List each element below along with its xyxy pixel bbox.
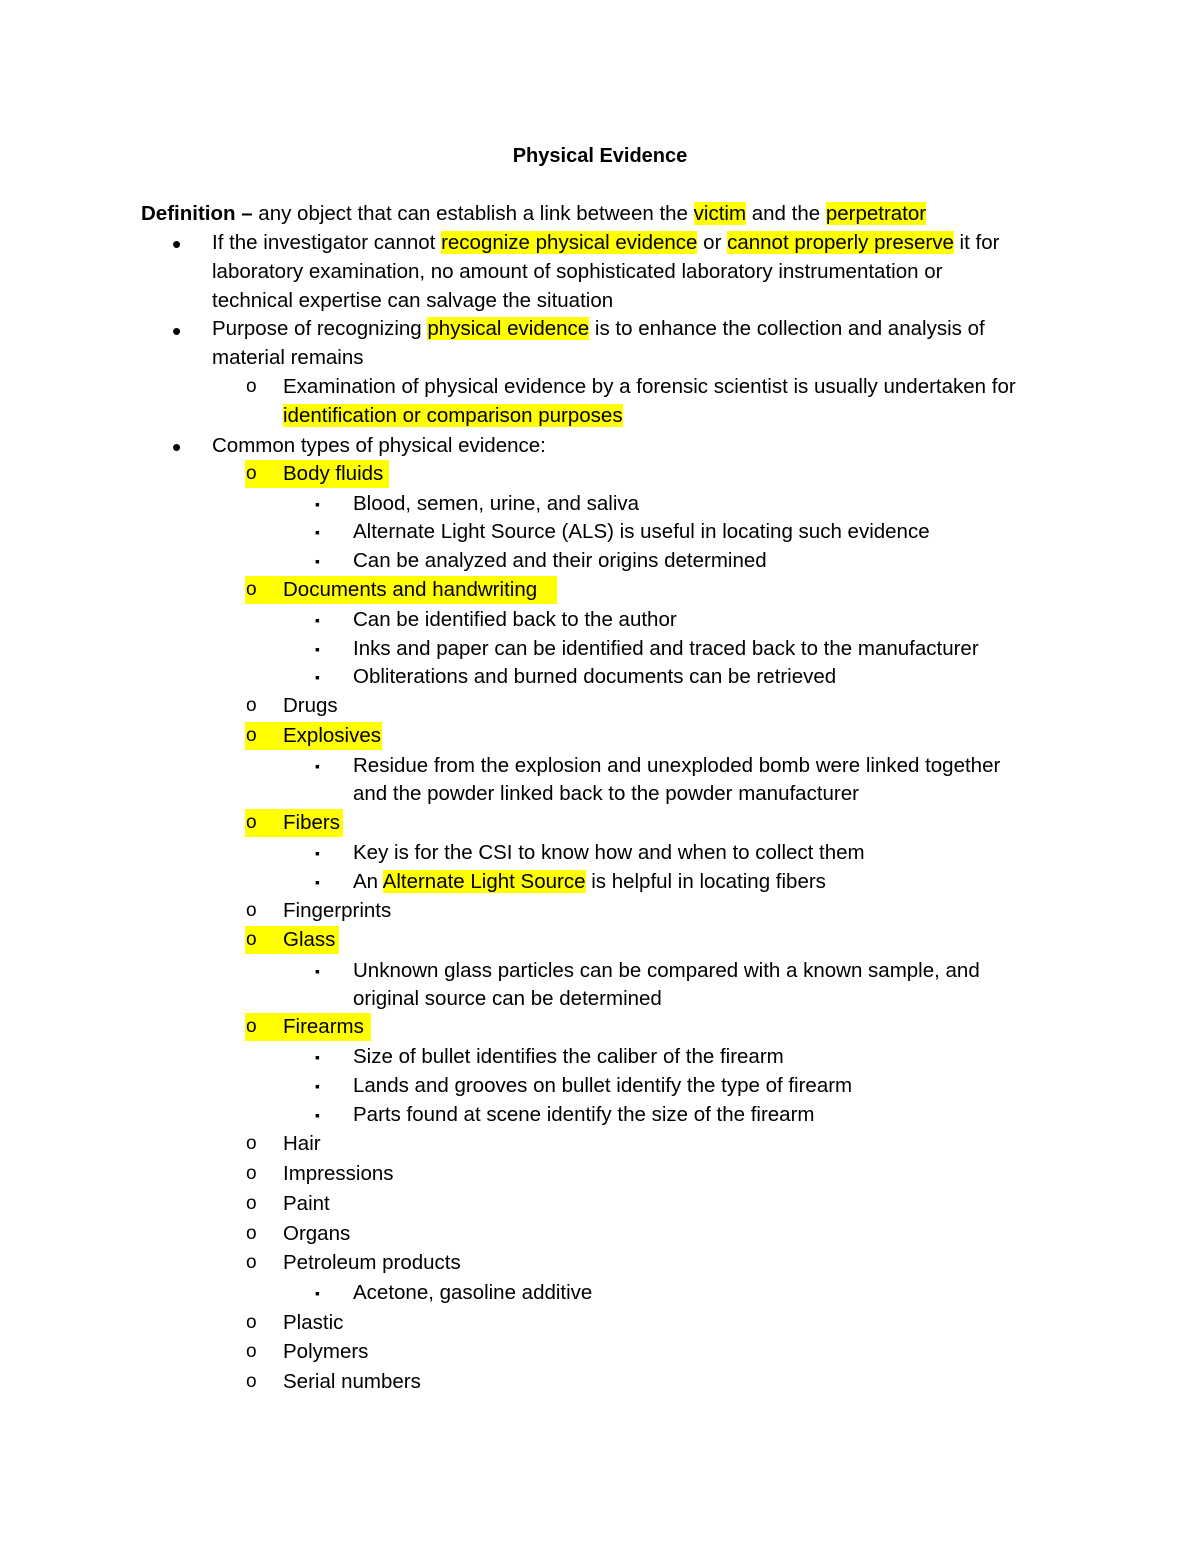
list-item: Firearms: [283, 1015, 364, 1038]
list-item: [353, 868, 826, 896]
bullet-circle-icon: o: [246, 1163, 257, 1184]
list-item: Body fluids: [283, 462, 384, 485]
list-item: Residue from the explosion and unexploded bomb were linked together: [353, 754, 1001, 777]
list-item-continuation: laboratory examination, no amount of sophisticated laboratory instrumentation or: [212, 260, 943, 283]
text: it for: [953, 231, 1000, 254]
list-item: Serial numbers: [283, 1370, 421, 1393]
bullet-circle-icon: o: [246, 1016, 257, 1037]
text: An: [353, 870, 383, 893]
list-item-continuation: technical expertise can salvage the situation: [212, 289, 614, 312]
bullet-circle-icon: o: [246, 1223, 257, 1244]
list-item: Key is for the CSI to know how and when to collect them: [353, 841, 865, 864]
bullet-disc-icon: •: [172, 432, 182, 462]
bullet-square-icon: ▪: [315, 524, 320, 540]
bullet-circle-icon: o: [246, 900, 257, 921]
list-item: Fibers: [283, 811, 340, 834]
text: If the investigator cannot: [212, 231, 442, 254]
highlight-text: Alternate Light Source: [382, 870, 586, 893]
list-item: Lands and grooves on bullet identify the type of firearm: [353, 1074, 853, 1097]
list-item: Blood, semen, urine, and saliva: [353, 492, 640, 515]
list-item-continuation: material remains: [212, 346, 364, 369]
list-item: Plastic: [283, 1311, 344, 1334]
text: or: [697, 231, 728, 254]
definition-line: [141, 200, 926, 228]
list-item: [212, 229, 999, 257]
bullet-square-icon: ▪: [315, 1107, 320, 1123]
bullet-disc-icon: •: [172, 229, 182, 259]
bullet-circle-icon: o: [246, 1252, 257, 1273]
bullet-square-icon: ▪: [315, 669, 320, 685]
list-item: Can be identified back to the author: [353, 608, 677, 631]
text: Purpose of recognizing: [212, 317, 428, 340]
list-item-continuation: [283, 402, 623, 430]
bullet-circle-icon: o: [246, 1341, 257, 1362]
list-item: Impressions: [283, 1162, 394, 1185]
bullet-square-icon: ▪: [315, 641, 320, 657]
highlight-text: physical evidence: [427, 317, 590, 340]
bullet-circle-icon: o: [246, 1133, 257, 1154]
bullet-square-icon: ▪: [315, 758, 320, 774]
list-item: Petroleum products: [283, 1251, 461, 1274]
list-item: Explosives: [283, 724, 381, 747]
list-item: Fingerprints: [283, 899, 392, 922]
definition-text: and the: [746, 202, 826, 225]
list-item: Unknown glass particles can be compared with a known sample, and: [353, 959, 980, 982]
highlight-perpetrator: perpetrator: [825, 202, 927, 225]
definition-text: any object that can establish a link between the: [252, 202, 694, 225]
text: is helpful in locating fibers: [585, 870, 826, 893]
bullet-square-icon: ▪: [315, 1049, 320, 1065]
list-item: Polymers: [283, 1340, 369, 1363]
bullet-square-icon: ▪: [315, 845, 320, 861]
list-item-continuation: original source can be determined: [353, 987, 662, 1010]
list-item-continuation: and the powder linked back to the powder manufacturer: [353, 782, 859, 805]
text: is to enhance the collection and analysis of: [589, 317, 985, 340]
list-item: Common types of physical evidence:: [212, 434, 546, 457]
bullet-circle-icon: o: [246, 1193, 257, 1214]
bullet-circle-icon: o: [246, 695, 257, 716]
bullet-square-icon: ▪: [315, 963, 320, 979]
list-item: Acetone, gasoline additive: [353, 1281, 593, 1304]
list-item: Drugs: [283, 694, 338, 717]
highlight-text: identification or comparison purposes: [283, 404, 623, 427]
list-item: Obliterations and burned documents can be retrieved: [353, 665, 837, 688]
bullet-square-icon: ▪: [315, 612, 320, 628]
highlight-text: cannot properly preserve: [727, 231, 954, 254]
list-item: Parts found at scene identify the size of the firearm: [353, 1103, 815, 1126]
list-item: Size of bullet identifies the caliber of the firearm: [353, 1045, 784, 1068]
bullet-disc-icon: •: [172, 316, 182, 346]
list-item: Paint: [283, 1192, 330, 1215]
bullet-square-icon: ▪: [315, 1078, 320, 1094]
bullet-circle-icon: o: [246, 929, 257, 950]
bullet-circle-icon: o: [246, 579, 257, 600]
bullet-circle-icon: o: [246, 376, 257, 397]
bullet-square-icon: ▪: [315, 553, 320, 569]
list-item: Glass: [283, 928, 336, 951]
bullet-square-icon: ▪: [315, 874, 320, 890]
list-item: Hair: [283, 1132, 321, 1155]
bullet-square-icon: ▪: [315, 1285, 320, 1301]
bullet-square-icon: ▪: [315, 496, 320, 512]
definition-term: Definition –: [141, 202, 253, 225]
bullet-circle-icon: o: [246, 1371, 257, 1392]
list-item: Organs: [283, 1222, 351, 1245]
highlight-text: recognize physical evidence: [441, 231, 698, 254]
highlight-victim: victim: [693, 202, 747, 225]
list-item: Documents and handwriting: [283, 578, 538, 601]
list-item: Inks and paper can be identified and traced back to the manufacturer: [353, 637, 979, 660]
bullet-circle-icon: o: [246, 1312, 257, 1333]
page-title: Physical Evidence: [512, 145, 688, 167]
bullet-circle-icon: o: [246, 463, 257, 484]
bullet-circle-icon: o: [246, 812, 257, 833]
bullet-circle-icon: o: [246, 725, 257, 746]
list-item: Alternate Light Source (ALS) is useful in locating such evidence: [353, 520, 930, 543]
list-item: Examination of physical evidence by a forensic scientist is usually undertaken for: [283, 375, 1016, 398]
list-item: [212, 315, 985, 343]
list-item: Can be analyzed and their origins determined: [353, 549, 767, 572]
